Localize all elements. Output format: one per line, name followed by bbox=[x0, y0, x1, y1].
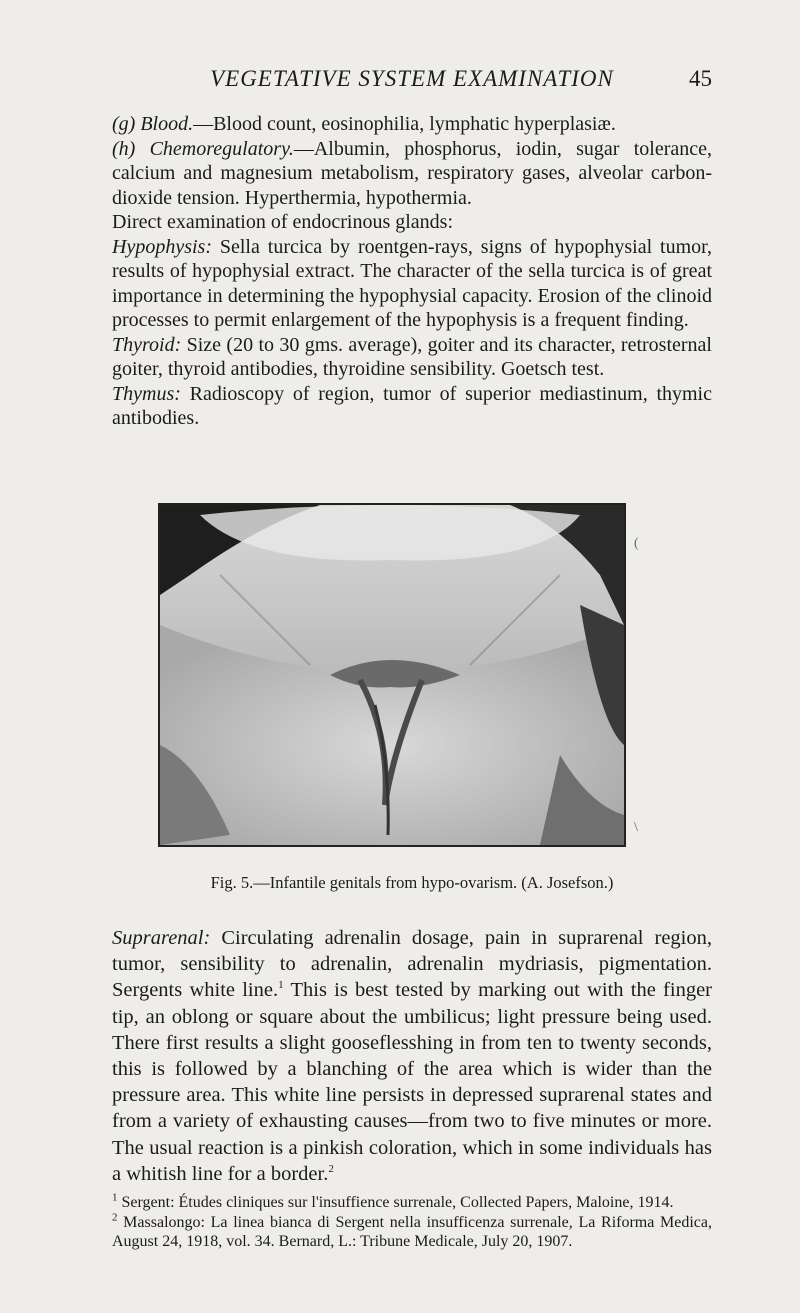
paragraph-text: Circulating adrenalin dosage, pain in suprarenal region, tumor, sensibility to adrenalin, adrenalin mydriasis, pigmentation. Sergents white line. bbox=[112, 927, 712, 1002]
footnote-ref[interactable]: 2 bbox=[328, 1163, 334, 1175]
margin-mark: ( bbox=[634, 536, 639, 551]
paragraph-chemoregulatory bbox=[112, 137, 712, 211]
footnote-text: Sergent: Études cliniques sur l'insuffience surrenale, Collected Papers, Maloine, 1914. bbox=[117, 1194, 674, 1211]
paragraph-label: (h) Chemoregulatory. bbox=[112, 137, 294, 160]
paragraph-suprarenal bbox=[112, 925, 712, 1187]
footnote bbox=[112, 1213, 712, 1252]
paragraph-label: (g) Blood. bbox=[112, 113, 194, 135]
paragraph-label: Hypophysis: bbox=[112, 235, 212, 258]
body-text-bottom bbox=[112, 925, 712, 1187]
paragraph-thymus bbox=[112, 382, 712, 431]
paragraph-text: —Blood count, eosinophilia, lymphatic hyperplasiæ. bbox=[193, 113, 616, 135]
body-text-top bbox=[112, 112, 712, 431]
margin-mark: \ bbox=[634, 820, 638, 835]
paragraph-label: Thyroid: bbox=[112, 333, 182, 356]
figure-photograph bbox=[158, 503, 626, 847]
footnote-text: Massalongo: La linea bianca di Sergent nella insufficenza surrenale, La Riforma Medica, August 24, 1918, vol. 34. Bernard, L.: Tribune Medicale, July 20, 1907. bbox=[112, 1213, 712, 1250]
paragraph-text: Size (20 to 30 gms. average), goiter and its character, retrosternal goiter, thyroid antibodies, thyroidine sensibility. Goetsch test. bbox=[112, 333, 712, 380]
footnotes bbox=[112, 1193, 712, 1252]
paragraph-label: Suprarenal: bbox=[112, 927, 211, 949]
paragraph-text: —Albumin, phosphorus, iodin, sugar tolerance, calcium and magnesium metabolism, respiratory gases, alveolar carbon-dioxide tension. Hyperthermia, hypothermia. bbox=[112, 137, 712, 209]
footnote bbox=[112, 1193, 712, 1213]
running-head: VEGETATIVE SYSTEM EXAMINATION bbox=[210, 66, 614, 91]
paragraph-label: Thymus: bbox=[112, 382, 181, 405]
paragraph-thyroid bbox=[112, 333, 712, 382]
footnote-ref[interactable]: 1 bbox=[278, 979, 284, 992]
figure-caption: Fig. 5.—Infantile genitals from hypo-ovarism. (A. Josefson.) bbox=[210, 873, 614, 892]
footnote-mark: 1 bbox=[112, 1191, 118, 1204]
paragraph-blood bbox=[112, 112, 712, 137]
page-number: 45 bbox=[689, 66, 712, 91]
paragraph-direct-examination bbox=[112, 210, 712, 235]
paragraph-text: Direct examination of endocrinous glands: bbox=[112, 211, 454, 233]
paragraph-text: Sella turcica by roentgen-rays, signs of hypophysial tumor, results of hypophysial extract. The character of the sella turcica is of great importance in determining the hypophysial capacity. Erosion of the clinoid processes to permit enlargement of the hypophysis is a frequent finding. bbox=[112, 235, 712, 331]
photograph-image bbox=[160, 505, 624, 845]
paragraph-text: This is best tested by marking out with the finger tip, an oblong or square about the umbilicus; light pressure being used. There first results a slight gooseflesshing in from ten to twenty seconds, this is followed by a blanching of the area which is wider than the pressure area. This white line persists in depressed suprarenal states and from a variety of exhausting causes—from two to five minutes or more. The usual reaction is a pinkish coloration, which in some individuals has a whitish line for a border. bbox=[112, 979, 712, 1185]
paragraph-hypophysis bbox=[112, 235, 712, 333]
page-header bbox=[112, 66, 712, 106]
paragraph-text: Radioscopy of region, tumor of superior mediastinum, thymic antibodies. bbox=[112, 382, 712, 429]
footnote-mark: 2 bbox=[112, 1211, 118, 1224]
